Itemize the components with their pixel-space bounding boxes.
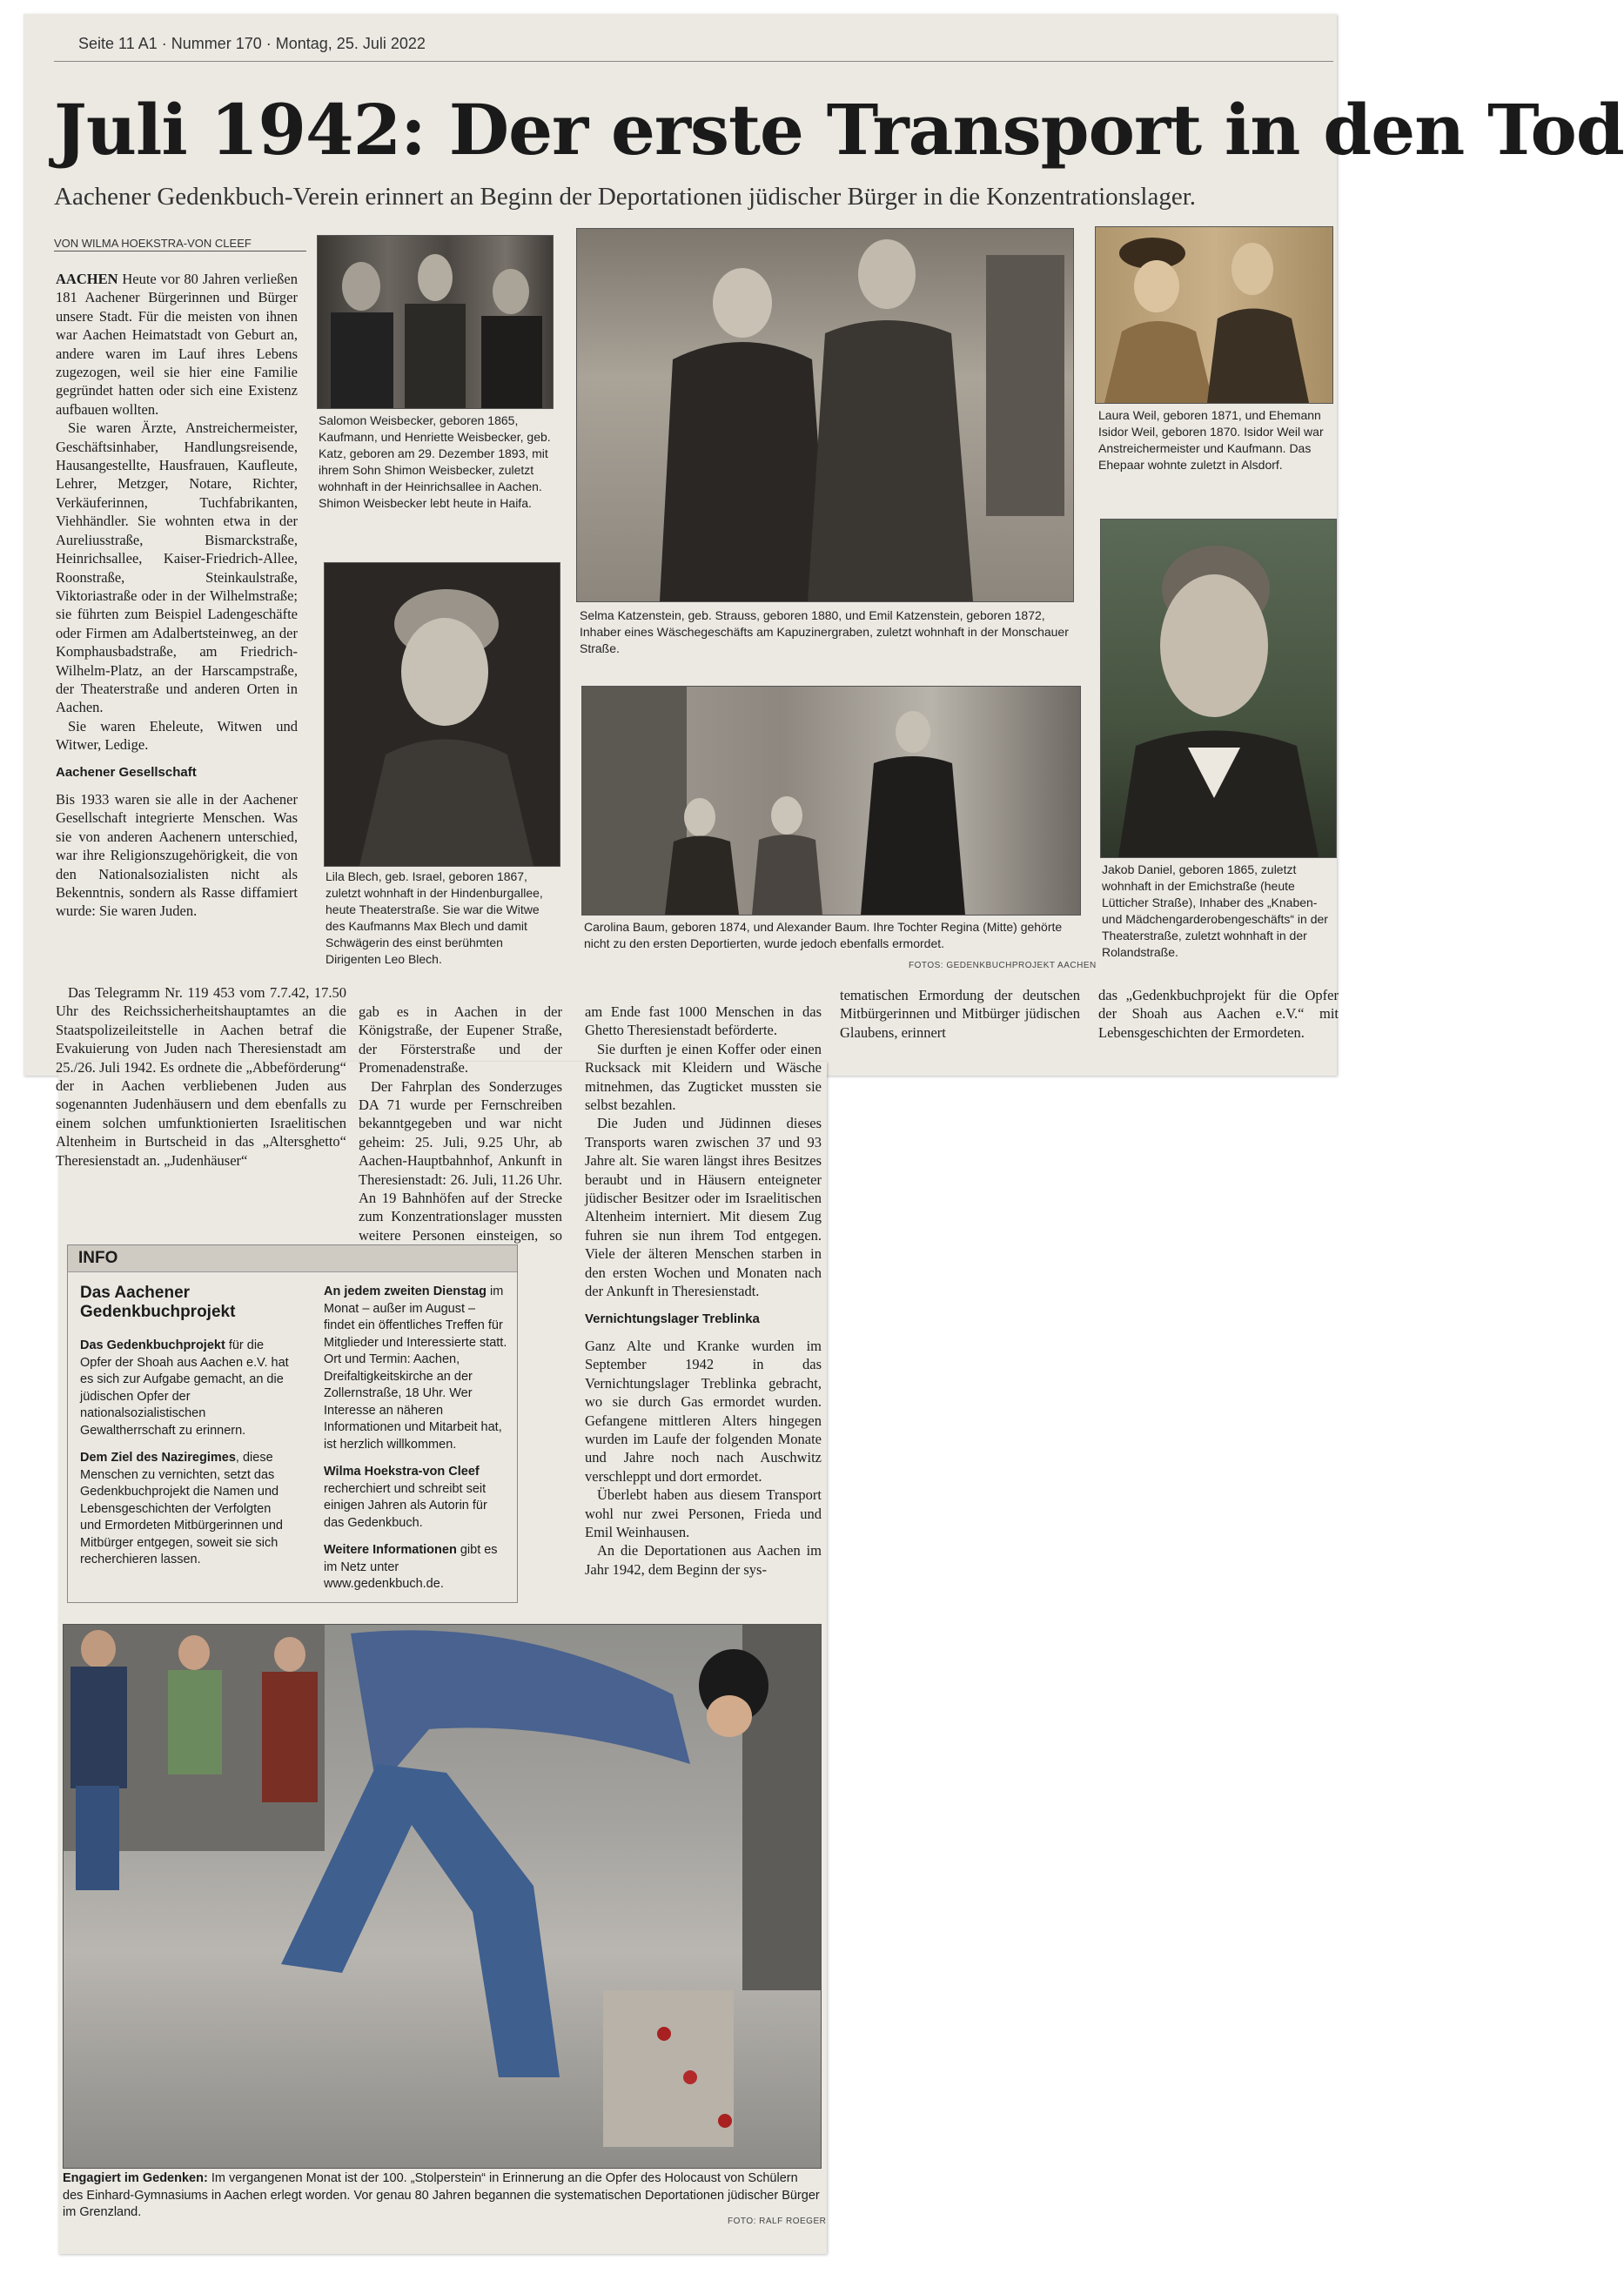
article-column-2 <box>359 1003 562 1264</box>
info-paragraph: Wilma Hoekstra-von Cleef recherchiert und schreibt seit einigen Jahren als Autorin für das Gedenkbuch. <box>324 1465 487 1530</box>
photo-lila-blech <box>324 562 560 867</box>
article-paragraph: das „Gedenkbuchprojekt für die Opfer der Shoah aus Aachen e.V.“ mit Lebensgeschichten der Ermordeten. <box>1098 987 1339 1041</box>
article-paragraph: Bis 1933 waren sie alle in der Aachener Gesellschaft integrierte Menschen. Was sie von anderen Aachenern unterschied, war ihre Religionszugehörigkeit, die von den Nationalsozialisten nicht als Bekenntnis, sondern als Rasse diffamiert wurde: Sie waren Juden. <box>56 790 298 920</box>
caption-katzenstein: Selma Katzenstein, geb. Strauss, geboren 1880, und Emil Katzenstein, geboren 1872, Inhaber eines Wäschegeschäfts am Kapuzinergraben, zuletzt wohnhaft in der Monschauer Straße. <box>580 608 1069 655</box>
article-paragraph: Ganz Alte und Kranke wurden im September 1942 in das Vernichtungslager Treblinka gebracht, wo sie durch Gas ermordet wurden. Gefangene mittleren Alters hingegen wurden im Laufe der folgenden Monate und Jahre noch nach Auschwitz verschleppt und dort ermordet. <box>585 1337 822 1485</box>
katzenstein-couple-image <box>577 229 1073 601</box>
article-column-1-continued <box>56 983 346 1170</box>
photo-weil-couple <box>1095 226 1333 404</box>
caption-blech: Lila Blech, geb. Israel, geboren 1867, zuletzt wohnhaft in der Hindenburgallee, heute Theaterstraße. Sie war die Witwe des Kaufmanns Max Blech und damit Schwägerin des einst berühmten Dirigenten Leo Blech. <box>325 869 543 966</box>
article-paragraph: Das Telegramm Nr. 119 453 vom 7.7.42, 17.50 Uhr des Reichssicherheitshauptamtes an die Staatspolizeileitstelle in Aachen betraf die Evakuierung von Juden nach Theresienstadt am 25./26. Juli 1942. Es ordnete die „Abbeförderung“ der in Aachen verbliebenen Juden aus sogenannten Judenhäusern und dem ebenfalls zu einem solchen umfunktionierten Israelitischen Altenheim in Burtscheid in das „Altersghetto“ Theresienstadt an. „Judenhäuser“ <box>56 984 346 1169</box>
byline: VON WILMA HOEKSTRA-VON CLEEF <box>54 237 252 250</box>
caption-stolperstein: Engagiert im Gedenken: Im vergangenen Monat ist der 100. „Stolperstein“ in Erinnerung an die Opfer des Holocaust von Schülern des Einhard-Gymnasiums in Aachen erlegt worden. Vor genau 80 Jahren begannen die systematischen Deportationen jüdischer Bürger im Grenzland. <box>63 2171 820 2219</box>
article-paragraph: AACHEN Heute vor 80 Jahren verließen 181 Aachener Bürgerinnen und Bürger unsere Stadt. Für die meisten von ihnen war Aachen Heimatstadt von Geburt an, andere waren im Lauf ihres Lebens zugezogen, weil sie hier eine Familie gegründet hatten oder sich eine Existenz aufbauen wollten. <box>56 271 298 418</box>
article-paragraph: am Ende fast 1000 Menschen in das Ghetto Theresienstadt beförderte. <box>585 1003 822 1039</box>
photo-credit: FOTOS: GEDENKBUCHPROJEKT AACHEN <box>909 961 1097 970</box>
dateline: AACHEN <box>56 271 118 287</box>
weisbecker-family-image <box>318 236 553 408</box>
page-header <box>54 30 1333 62</box>
page-header-text: Seite 11 A1 · Nummer 170 · Montag, 25. Juli 2022 <box>78 35 426 52</box>
info-label: INFO <box>78 1249 118 1267</box>
stolperstein-image <box>64 1625 821 2168</box>
article-paragraph: Der Fahrplan des Sonderzuges DA 71 wurde per Fernschreiben bekanntgegeben und war nicht geheim: 25. Juli, 9.25 Uhr, ab Aachen-Hauptbahnhof, Ankunft in Theresienstadt: 26. Juli, 11.26 Uhr. An 19 Bahnhöfen auf der Strecke zum Konzentrationslager mussten weitere Personen einsteigen, so <box>359 1077 562 1244</box>
headline: Juli 1942: Der erste Transport in den Tod <box>54 89 1624 171</box>
byline-rule <box>54 251 306 252</box>
baum-family-image <box>582 687 1080 915</box>
info-box <box>67 1244 518 1603</box>
info-paragraph: Weitere Informationen gibt es im Netz unter www.gedenkbuch.de. <box>324 1543 498 1591</box>
photo-jakob-daniel <box>1100 519 1337 858</box>
info-paragraph: An jedem zweiten Dienstag im Monat – außer im August – findet ein öffentliches Treffen für Mitglieder und Interessierte statt. Ort und Termin: Aachen, Dreifaltigkeitskirche an der Zollernstraße, 18 Uhr. Wer Interesse an näheren Informationen und Mitarbeit hat, ist herzlich willkommen. <box>324 1285 507 1452</box>
info-column-right <box>324 1284 508 1604</box>
caption-weil: Laura Weil, geboren 1871, und Ehemann Isidor Weil, geboren 1870. Isidor Weil war Anstreichermeister und Kaufmann. Das Ehepaar wohnte zuletzt in Alsdorf. <box>1098 408 1324 472</box>
article-paragraph: tematischen Ermordung der deutschen Mitbürgerinnen und Mitbürger jüdischen Glaubens, erinnert <box>840 987 1080 1041</box>
weil-couple-image <box>1096 227 1332 403</box>
caption-weisbecker: Salomon Weisbecker, geboren 1865, Kaufmann, und Henriette Weisbecker, geb. Katz, geboren am 29. Dezember 1893, mit ihrem Sohn Shimon Weisbecker, zuletzt wohnhaft in der Heinrichsallee in Aachen. Shimon Weisbecker lebt heute in Haifa. <box>319 413 551 510</box>
info-bar <box>68 1245 517 1272</box>
section-heading: Vernichtungslager Treblinka <box>585 1311 760 1326</box>
article-paragraph: Sie durften je einen Koffer oder einen Rucksack mit Kleidern und Wäsche mitnehmen, das Zugticket mussten sie selbst bezahlen. <box>585 1040 822 1114</box>
jakob-daniel-image <box>1101 520 1336 857</box>
article-paragraph: gab es in Aachen in der Königstraße, der Eupener Straße, der Försterstraße und der Promenadenstraße. <box>359 1003 562 1077</box>
caption-daniel: Jakob Daniel, geboren 1865, zuletzt wohnhaft in der Emichstraße (heute Lütticher Straße), Inhaber des „Knaben- und Mädchengarderobengeschäfts“ in der Theaterstraße, zuletzt wohnhaft in der Rolandstraße. <box>1102 862 1328 959</box>
photo-baum-family <box>581 686 1081 916</box>
lila-blech-image <box>325 563 560 866</box>
info-paragraph: Das Gedenkbuchprojekt für die Opfer der Shoah aus Aachen e.V. hat es sich zur Aufgabe gemacht, an die jüdischen Opfer der nationalsozialistischen Gewaltherrschaft zu erinnern. <box>80 1338 289 1438</box>
article-column-3 <box>585 1003 822 1579</box>
info-paragraph: Dem Ziel des Naziregimes, diese Menschen zu vernichten, setzt das Gedenkbuchprojekt die Namen und Lebensgeschichten der Verfolgten und Ermordeten Mitbürgerinnen und Mitbürger entgegen, soweit sie sich recherchieren lassen. <box>80 1451 283 1566</box>
photo-stolperstein <box>63 1624 822 2169</box>
info-title: Das Aachener Gedenkbuchprojekt <box>80 1284 236 1321</box>
article-paragraph: Die Juden und Jüdinnen dieses Transports waren zwischen 37 und 93 Jahre alt. Sie waren längst ihres Besitzes beraubt und in Häusern enteigneter jüdischer Besitzer oder im Israelitischen Altenheim interniert. Mit diesem Zug fuhren sie nun ihrem Tod entgegen. Viele der älteren Menschen starben in den ersten Wochen und Monaten nach der Ankunft in Theresienstadt. <box>585 1115 822 1300</box>
subheadline: Aachener Gedenkbuch-Verein erinnert an Beginn der Deportationen jüdischer Bürger in die Konzentrationslager. <box>54 183 1197 211</box>
photo-weisbecker-family <box>317 235 554 409</box>
photo-credit-bottom: FOTO: RALF ROEGER <box>728 2217 827 2226</box>
article-paragraph: Sie waren Eheleute, Witwen und Witwer, Ledige. <box>56 717 298 754</box>
article-paragraph: Sie waren Ärzte, Anstreichermeister, Geschäftsinhaber, Handlungsreisende, Hausangestellte, Hausfrauen, Kaufleute, Lehrer, Metzger, Notare, Richter, Verkäuferinnen, Tuchfabrikanten, Viehhändler. Sie wohnten etwa in der Aureliusstraße, Bismarckstraße, Heinrichsallee, Kaiser-Friedrich-Allee, Roonstraße, Steinkaulstraße, Viktoriastraße oder in der Wilhelmstraße; sie führten zum Beispiel Ladengeschäfte oder Firmen am Adalbertsteinweg, an der Komphausbadstraße, am Friedrich-Wilhelm-Platz, an der Harscampstraße, der Theaterstraße und anderen Orten in Aachen. <box>56 419 298 716</box>
article-column-5 <box>1098 986 1339 1042</box>
article-column-1 <box>56 270 298 921</box>
section-heading: Aachener Gesellschaft <box>56 764 197 780</box>
article-paragraph: An die Deportationen aus Aachen im Jahr 1942, dem Beginn der sys- <box>585 1542 822 1578</box>
article-paragraph: Überlebt haben aus diesem Transport wohl nur zwei Personen, Frieda und Emil Weinhausen. <box>585 1486 822 1540</box>
info-column-left <box>80 1338 289 1580</box>
article-column-4 <box>840 986 1080 1042</box>
caption-baum: Carolina Baum, geboren 1874, und Alexander Baum. Ihre Tochter Regina (Mitte) gehörte nicht zu den ersten Deportierten, wurde jedoch ebenfalls ermordet. <box>584 920 1063 950</box>
photo-katzenstein-couple <box>576 228 1074 602</box>
